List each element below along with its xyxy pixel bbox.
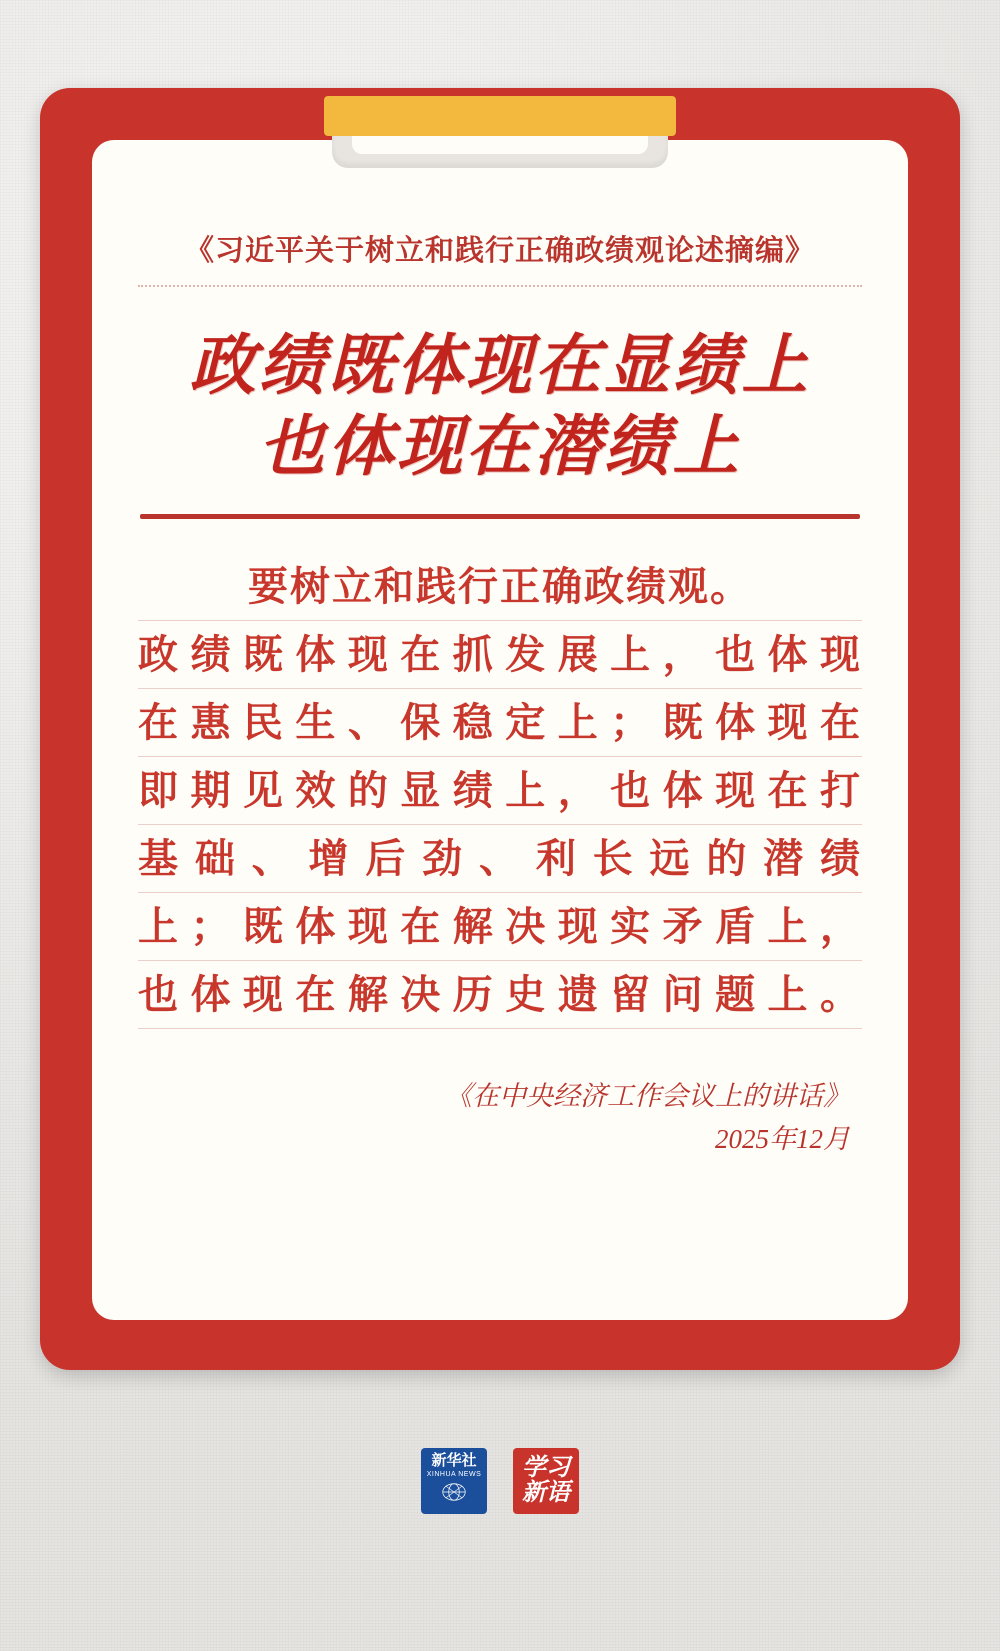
quote-line: 政绩既体现在抓发展上，也体现 <box>138 621 862 689</box>
quote-line: 在惠民生、保稳定上；既体现在 <box>138 689 862 757</box>
dotted-divider <box>138 285 862 287</box>
attribution-date: 2025年12月 <box>715 1124 850 1155</box>
xuexi-logo <box>513 1448 579 1514</box>
xinhua-logo-cn: 新华社 <box>431 1452 477 1469</box>
attribution-source: 《在中央经济工作会议上的讲话》 <box>445 1081 850 1112</box>
headline-line-2: 也体现在潜绩上 <box>258 410 742 484</box>
headline-divider <box>140 514 860 519</box>
clip-bar <box>324 96 676 136</box>
quote-line: 基础、增后劲、利长远的潜绩 <box>138 825 862 893</box>
headline-line-1: 政绩既体现在显绩上 <box>189 330 811 403</box>
poster-card-inner <box>92 140 908 1320</box>
clipboard-clip <box>324 96 676 174</box>
xinhua-logo <box>421 1448 487 1514</box>
poster-card <box>40 88 960 1370</box>
xuexi-logo-line-1: 学习 <box>522 1454 570 1481</box>
globe-icon <box>439 1481 469 1503</box>
quote-line: 要树立和践行正确政绩观。 <box>138 553 862 621</box>
footer-logos <box>0 1448 1000 1514</box>
quote-block <box>138 553 862 1029</box>
xuexi-logo-line-2: 新语 <box>522 1480 570 1506</box>
quote-line: 即期见效的显绩上，也体现在打 <box>138 757 862 825</box>
poster-content <box>92 140 908 1320</box>
source-title: 《习近平关于树立和践行正确政绩观论述摘编》 <box>184 235 815 267</box>
quote-line: 上；既体现在解决现实矛盾上， <box>138 893 862 961</box>
clip-mouth <box>352 134 648 154</box>
quote-line: 也体现在解决历史遗留问题上。 <box>138 961 862 1029</box>
attribution <box>132 1075 868 1161</box>
page-title <box>132 327 868 488</box>
xinhua-logo-en: XINHUA NEWS <box>426 1470 482 1478</box>
